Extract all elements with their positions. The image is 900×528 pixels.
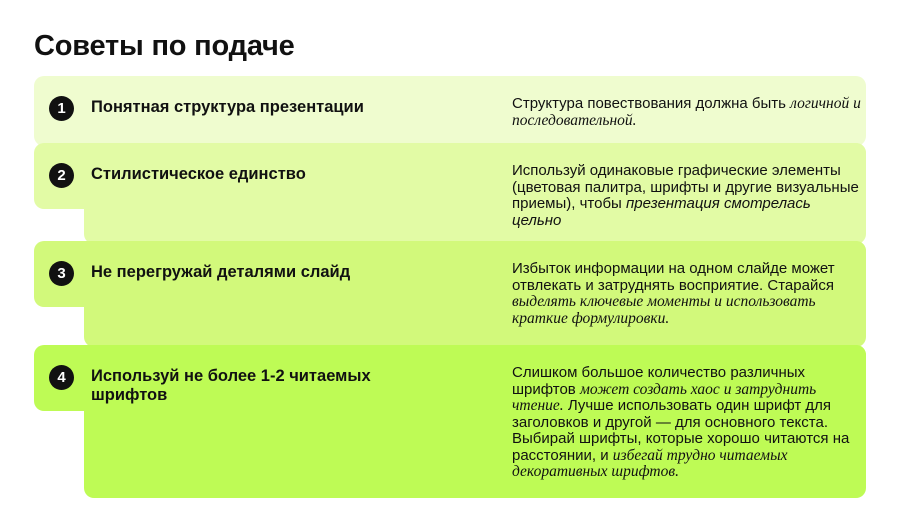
tip-number-badge: 3 bbox=[49, 261, 74, 286]
tip-number-badge: 2 bbox=[49, 163, 74, 188]
desc-emphasis: логичной и последовательной. bbox=[512, 95, 861, 129]
tip-card-1 bbox=[34, 76, 866, 146]
tip-description bbox=[512, 365, 862, 481]
tip-heading: Используй не более 1-2 читаемых шрифтов bbox=[91, 367, 371, 404]
desc-emphasis: избегай трудно читаемых декоративных шрифтов. bbox=[512, 446, 788, 480]
desc-emphasis: выделять ключевые моменты и использовать краткие формулировки. bbox=[512, 293, 816, 327]
tip-description bbox=[512, 96, 862, 129]
desc-text: Структура повествования должна быть bbox=[512, 95, 791, 112]
desc-text: Избыток информации на одном слайде может отвлекать и затруднять восприятие. Старайся bbox=[512, 260, 835, 294]
tip-card-2 bbox=[34, 143, 866, 229]
tip-description bbox=[512, 261, 862, 327]
tip-description bbox=[512, 163, 862, 229]
tip-card-3 bbox=[34, 241, 866, 327]
desc-text: Лучше использовать один шрифт для заголовков и другой — для основного текста. Выбирай шрифты, которые хорошо читаются на расстоянии, и bbox=[512, 397, 850, 464]
desc-emphasis: презентация смотрелась цельно bbox=[512, 195, 811, 229]
tip-number-badge: 1 bbox=[49, 96, 74, 121]
desc-text: Слишком большое количество различных шрифтов bbox=[512, 364, 806, 398]
tip-heading: Понятная структура презентации bbox=[91, 98, 364, 116]
desc-text: Используй одинаковые графические элементы (цветовая палитра, шрифты и другие визуальные приемы), чтобы bbox=[512, 162, 859, 212]
page-title: Советы по подаче bbox=[34, 30, 295, 62]
tip-card-4 bbox=[34, 345, 866, 480]
tip-number-badge: 4 bbox=[49, 365, 74, 390]
tip-heading: Стилистическое единство bbox=[91, 165, 306, 183]
tip-heading: Не перегружай деталями слайд bbox=[91, 263, 351, 281]
desc-emphasis: может создать хаос и затруднить чтение. bbox=[512, 380, 817, 414]
